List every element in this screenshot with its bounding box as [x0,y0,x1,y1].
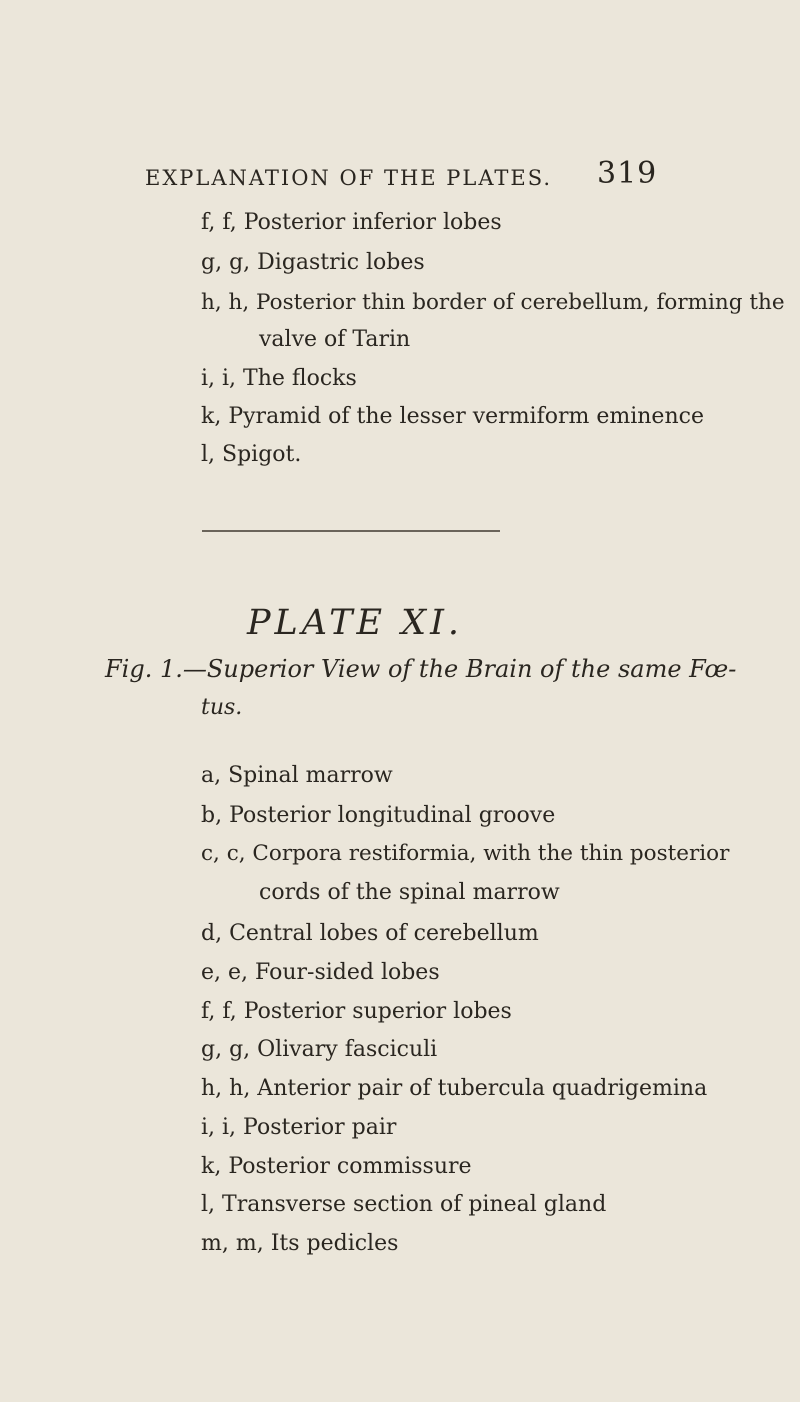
legend-item: f, f, Posterior superior lobes [201,999,512,1024]
legend-item: h, h, Anterior pair of tubercula quadrigemina [201,1076,708,1101]
legend-item: c, c, Corpora restiformia, with the thin posterior [201,841,730,866]
legend-item: k, Pyramid of the lesser vermiform eminence [201,404,704,429]
legend-item: d, Central lobes of cerebellum [201,921,539,946]
legend-item: g, g, Digastric lobes [201,250,425,275]
plate-title: PLATE XI. [247,603,464,643]
legend-item: a, Spinal marrow [201,763,393,788]
legend-item: l, Transverse section of pineal gland [201,1192,607,1217]
legend-item: i, i, The flocks [201,366,357,391]
legend-item: b, Posterior longitudinal groove [201,803,556,828]
legend-item: k, Posterior commissure [201,1154,472,1179]
legend-item: e, e, Four-sided lobes [201,960,440,985]
legend-item: f, f, Posterior inferior lobes [201,210,502,235]
legend-item: g, g, Olivary fasciculi [201,1037,438,1062]
legend-item: i, i, Posterior pair [201,1115,397,1140]
legend-item-continuation: cords of the spinal marrow [259,880,560,905]
running-title: EXPLANATION OF THE PLATES. [145,166,553,190]
figure-caption-continuation: tus. [201,695,243,720]
section-divider [202,530,500,532]
legend-item: m, m, Its pedicles [201,1231,399,1256]
legend-item-continuation: valve of Tarin [259,327,411,352]
page-number: 319 [597,156,658,191]
legend-item: h, h, Posterior thin border of cerebellum, forming the [201,290,785,315]
figure-caption: Fig. 1.—Superior View of the Brain of the same Fœ- [105,655,737,683]
legend-item: l, Spigot. [201,442,302,467]
